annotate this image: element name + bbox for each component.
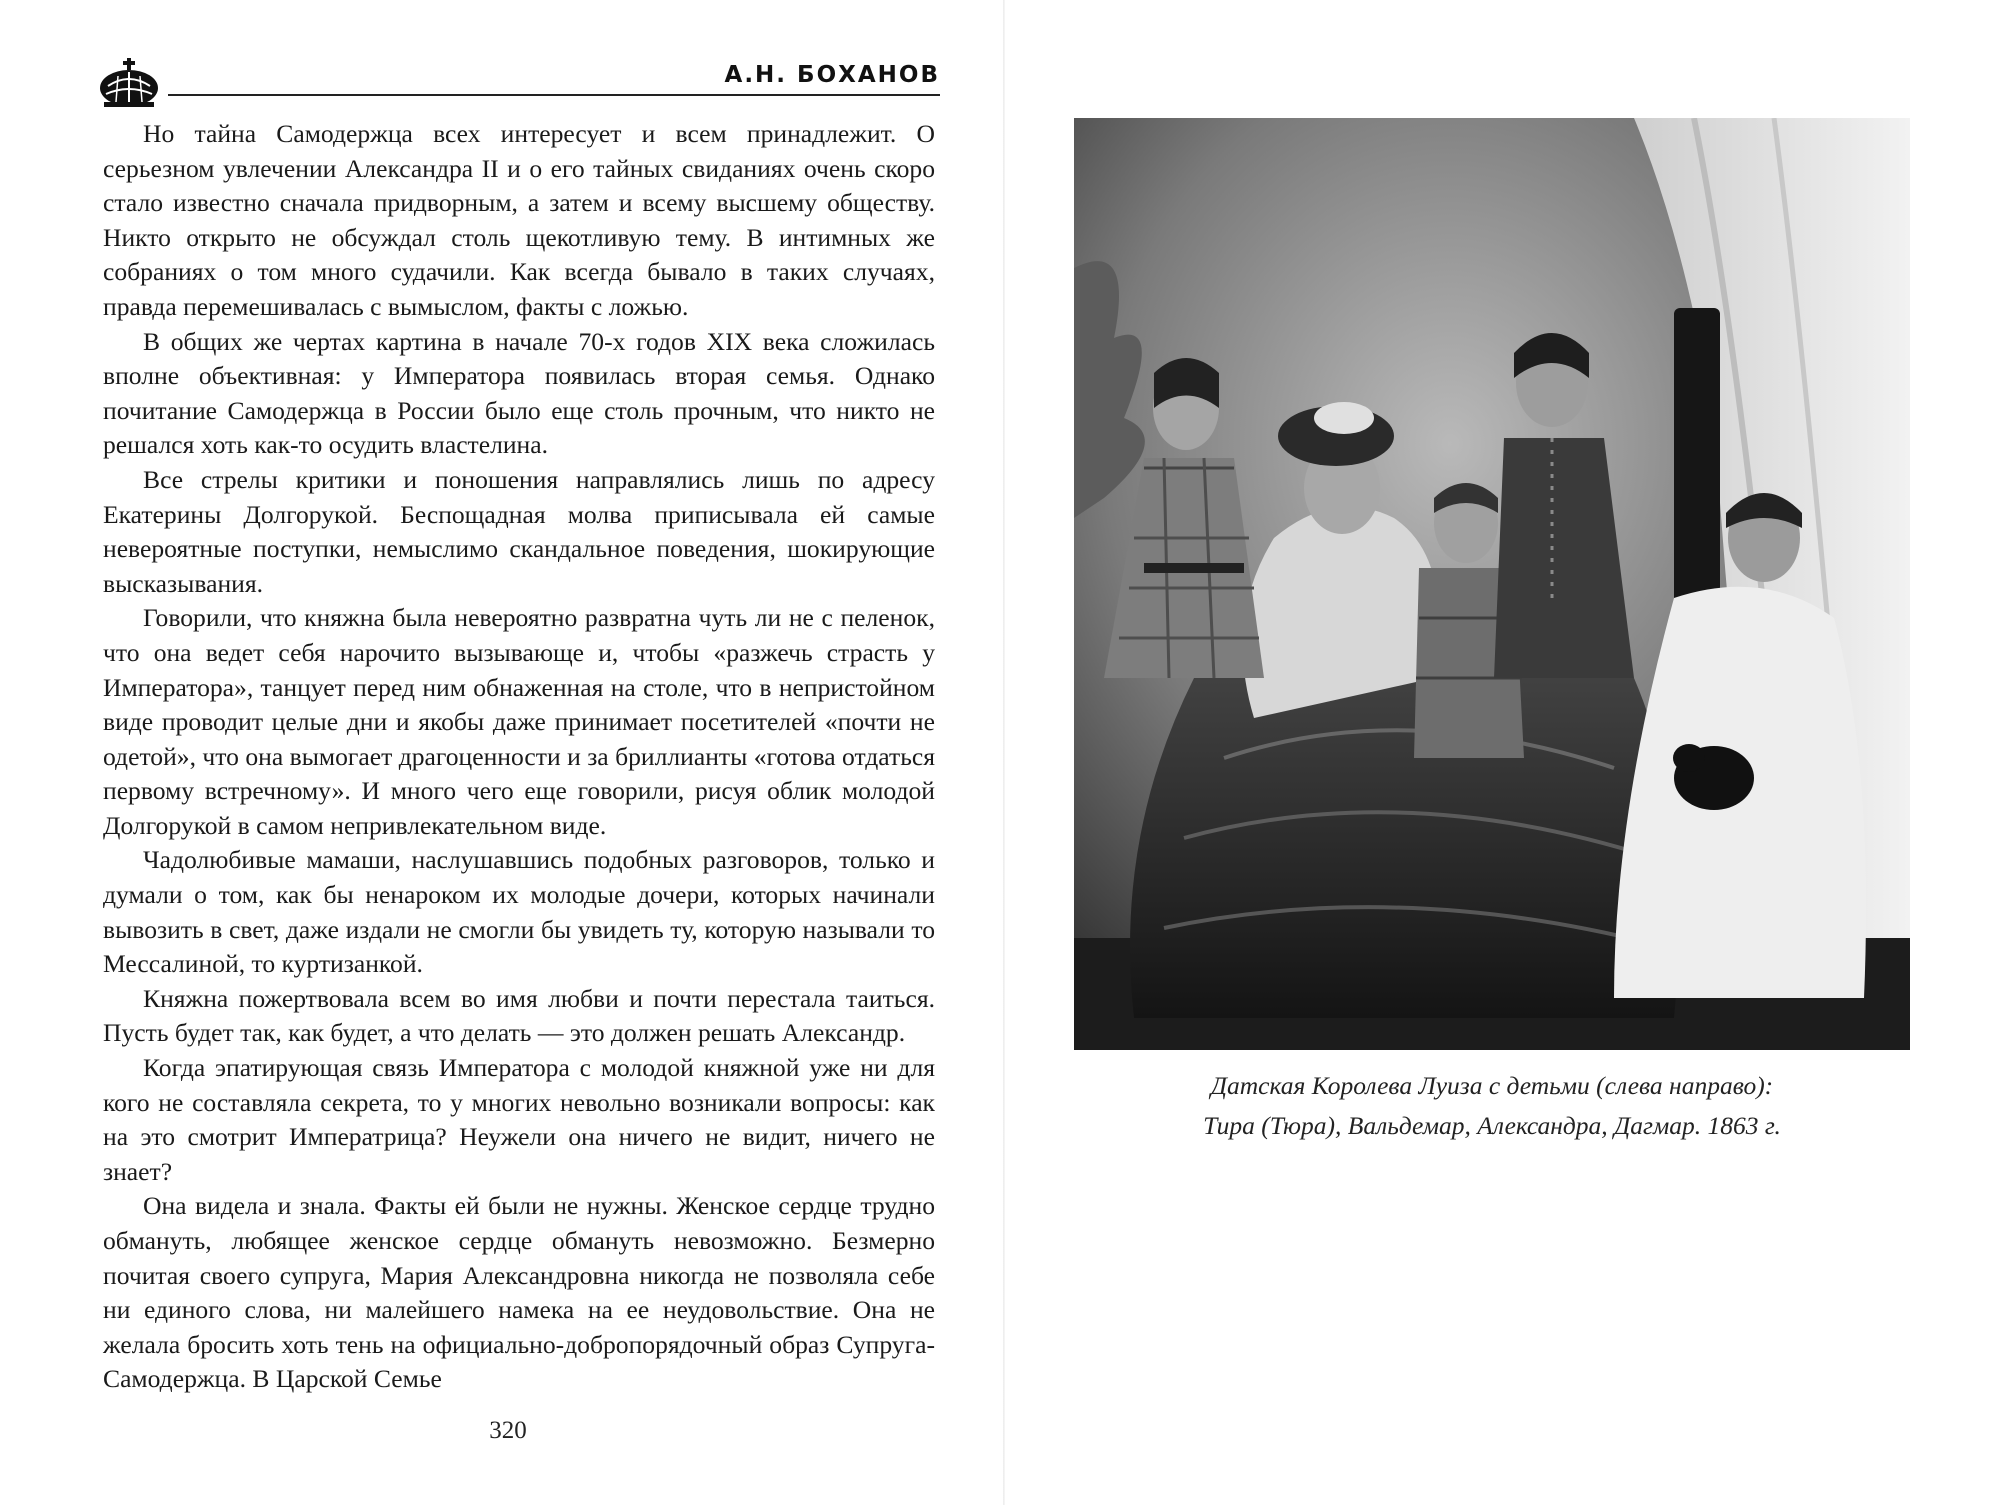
paragraph: Но тайна Самодержца всех интересует и всем принадлежит. О серьезном увлечении Александра II и о его тайных свиданиях очень скоро стало известно сначала придворным, а затем и всему высшему обществу. Никто открыто не обсуждал столь щекотливую тему. В интимных же собраниях о том много судачили. Как всегда бывало в таких случаях, правда перемешивалась с вымыслом, факты с ложью. (103, 119, 935, 321)
paragraph: В общих же чертах картина в начале 70-х годов XIX века сложилась вполне объективная: у Императора появилась вторая семья. Однако почитание Самодержца в России было еще столь прочным, что никто не решался хоть как-то осудить властелина. (103, 326, 935, 460)
running-header-author: А.Н. БОХАНОВ (717, 62, 940, 88)
caption-line: Датская Королева Луиза с детьми (слева направо): (1210, 1071, 1774, 1100)
paragraph: Все стрелы критики и поношения направлялись лишь по адресу Екатерины Долгорукой. Беспощадная молва приписывала ей самые невероятные поступки, немыслимо скандальное поведения, шокирующие высказывания. (103, 464, 935, 598)
family-photograph (1074, 118, 1910, 1050)
running-header (98, 58, 940, 108)
page-number: 320 (489, 1417, 527, 1444)
crown-icon (98, 58, 160, 108)
photograph-illustration (1074, 118, 1910, 1050)
paragraph: Княжна пожертвовала всем во имя любви и почти перестала таиться. Пусть будет так, как будет, а что делать — это должен решать Александр. (103, 983, 935, 1048)
page-gutter (1003, 0, 1005, 1505)
paragraph: Говорили, что княжна была невероятно развратна чуть ли не с пеленок, что она ведет себя нарочито вызывающе и, чтобы «разжечь страсть у Императора», танцует перед ним обнаженная на столе, что в непристойном виде проводит целые дни и якобы даже принимает посетителей «почти не одетой», что она вымогает драгоценности и за бриллианты «готова отдаться первому встречному». И много чего еще говорили, рисуя облик молодой Долгорукой в самом непривлекательном виде. (103, 603, 935, 840)
caption-line: Тира (Тюра), Вальдемар, Александра, Дагмар. 1863 г. (1203, 1111, 1781, 1140)
photo-caption (1074, 1066, 1910, 1146)
header-rule (168, 94, 940, 96)
paragraph: Чадолюбивые мамаши, наслушавшись подобных разговоров, только и думали о том, как бы ненароком их молодые дочери, которых начинали вывозить в свет, даже издали не смогли бы увидеть ту, которую называли то Мессалиной, то куртизанкой. (103, 845, 935, 979)
paragraph: Она видела и знала. Факты ей были не нужны. Женское сердце трудно обмануть, любящее женское сердце обмануть невозможно. Безмерно почитая своего супруга, Мария Александровна никогда не позволяла себе ни единого слова, ни малейшего намека на ее неудовольствие. Она не желала бросить хоть тень на официально-добропорядочный образ Супруга-Самодержца. В Царской Семье (103, 1191, 935, 1394)
body-text (103, 117, 935, 1397)
paragraph: Когда эпатирующая связь Императора с молодой княжной уже ни для кого не составляла секрета, то у многих невольно возникали вопросы: как на это смотрит Императрица? Неужели она ничего не видит, ничего не знает? (103, 1053, 935, 1186)
